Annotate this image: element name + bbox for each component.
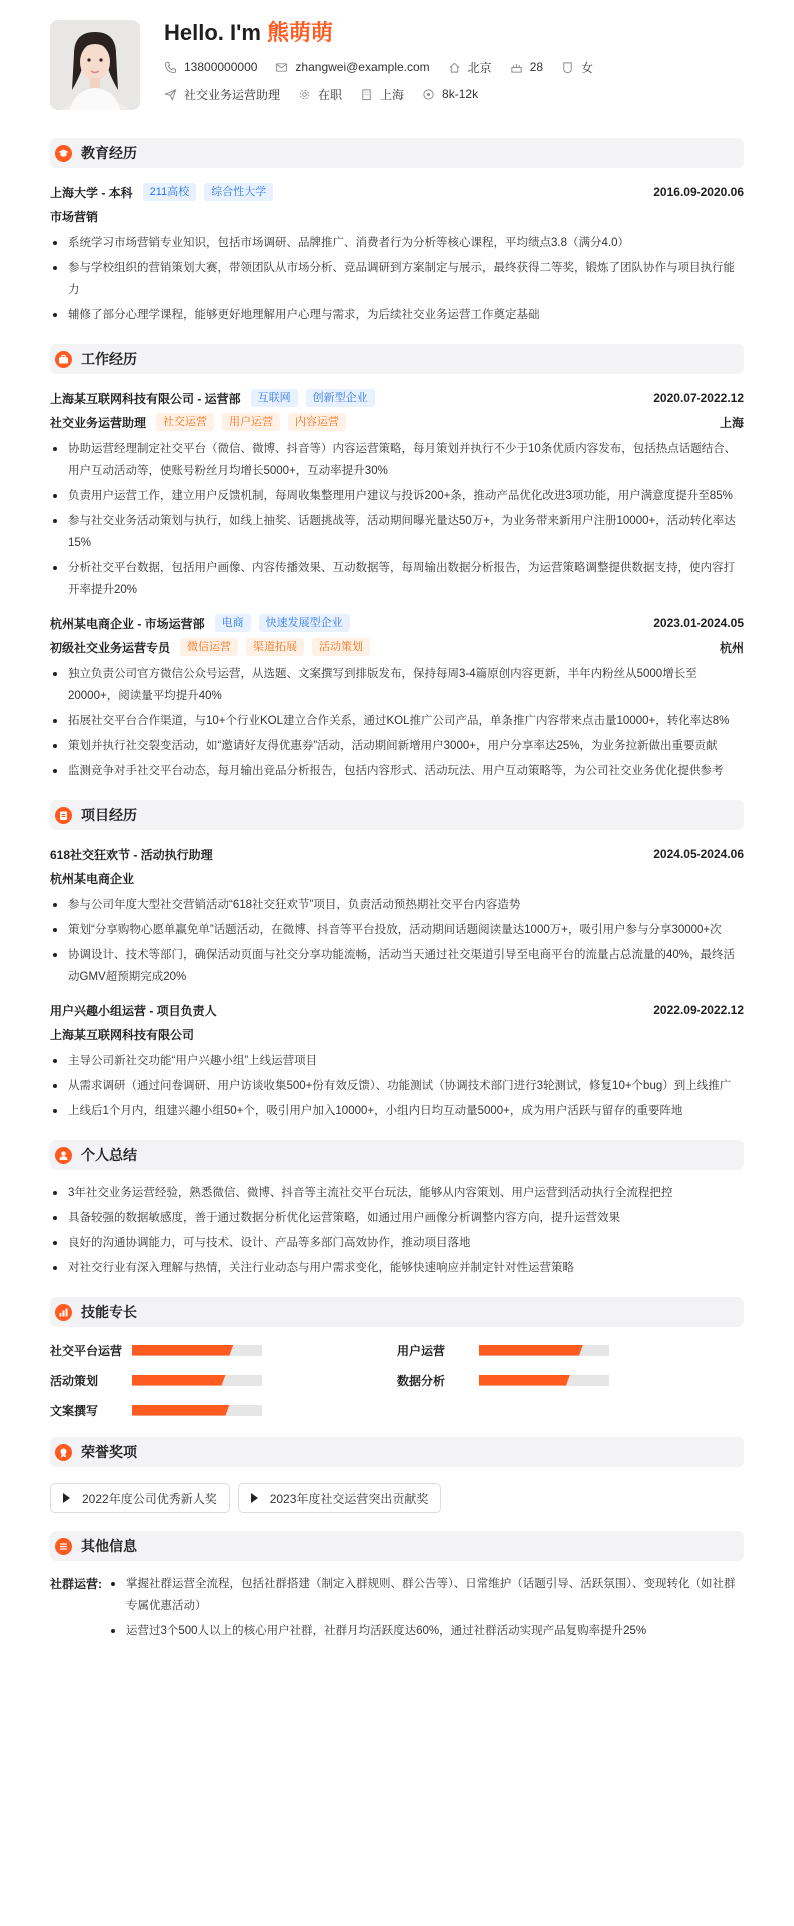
entry-row [50, 386, 744, 410]
skill-bar [479, 1345, 609, 1356]
list-item: 从需求调研（通过问卷调研、用户访谈收集500+份有效反馈）、功能测试（协调技术部门进行3轮测试，修复10+个bug）到上线推广 [50, 1075, 744, 1097]
job-row [164, 83, 611, 105]
list-item: 良好的沟通协调能力，可与技术、设计、产品等多部门高效协作，推动项目落地 [50, 1232, 744, 1254]
skill-bar [479, 1375, 609, 1386]
award-item [238, 1483, 442, 1513]
job-title: 社交业务运营助理 [184, 87, 281, 102]
building-icon [360, 88, 373, 101]
mail-icon [275, 61, 288, 74]
resume-header [50, 20, 744, 138]
other-row [50, 1573, 744, 1645]
section-title: 其他信息 [81, 1538, 137, 1554]
home-icon [448, 61, 461, 74]
skills-section [50, 1297, 744, 1419]
award-label: 2022年度公司优秀新人奖 [82, 1491, 217, 1506]
cake-icon [510, 61, 523, 74]
entry-date: 2022.09-2022.12 [653, 1003, 744, 1017]
user-icon [55, 1147, 72, 1164]
email-item [275, 60, 429, 74]
list-item: 参与社交业务活动策划与执行，如线上抽奖、话题挑战等，活动期间曝光量达50万+，为业务带来新用户注册10000+，活动转化率达15% [50, 510, 744, 554]
salary-item [422, 87, 478, 101]
skills-grid [50, 1339, 744, 1419]
work-location: 上海 [380, 87, 405, 102]
list-item: 协调设计、技术等部门，确保活动页面与社交分享功能流畅，活动当天通过社交渠道引导至电商平台的流量占总流量的40%，最终活动GMV超预期完成20% [50, 944, 744, 988]
major-name: 市场营销 [50, 209, 99, 224]
section-header [50, 1531, 744, 1561]
list-item: 负责用户运营工作，建立用户反馈机制，每周收集整理用户建议与投诉200+条，推动产品优化改进3项功能，用户满意度提升至85% [50, 485, 744, 507]
section-title: 技能专长 [81, 1304, 137, 1320]
work-entry [50, 611, 744, 782]
skill-item [50, 1371, 397, 1389]
list-item: 具备较强的数据敏感度，善于通过数据分析优化运营策略，如通过用户画像分析调整内容方向，提升运营效果 [50, 1207, 744, 1229]
skill-bar [132, 1375, 262, 1386]
entry-row [50, 998, 744, 1022]
role-tag: 渠道拓展 [246, 638, 304, 656]
skill-item [50, 1401, 397, 1419]
school-name: 上海大学 - 本科 [50, 185, 133, 200]
skill-name: 文案撰写 [50, 1403, 99, 1418]
gender-item [561, 59, 593, 76]
section-header [50, 1140, 744, 1170]
status-item [298, 86, 342, 103]
list-item: 参与学校组织的营销策划大赛，带领团队从市场分析、竞品调研到方案制定与展示，最终获得二等奖，锻炼了团队协作与项目执行能力 [50, 257, 744, 301]
gender-icon [561, 61, 574, 74]
entry-row [50, 611, 744, 635]
avatar [50, 20, 140, 110]
section-title: 项目经历 [81, 807, 137, 823]
bar-chart-icon [55, 1304, 72, 1321]
other-label: 社群运营: [50, 1577, 102, 1591]
section-title: 工作经历 [81, 351, 137, 367]
clipboard-icon [55, 807, 72, 824]
awards-list [50, 1479, 744, 1513]
role-left [50, 638, 378, 656]
header-info [164, 20, 611, 110]
location-item [360, 86, 404, 103]
job-status: 在职 [318, 87, 343, 102]
bullet-list [50, 894, 744, 988]
skill-fill [132, 1375, 226, 1386]
bullet-list [50, 438, 744, 601]
list-item: 3年社交业务运营经验，熟悉微信、微博、抖音等主流社交平台玩法，能够从内容策划、用户运营到活动执行全流程把控 [50, 1182, 744, 1204]
section-title: 教育经历 [81, 145, 137, 161]
list-item: 运营过3个500人以上的核心用户社群，社群月均活跃度达60%，通过社群活动实现产品复购率提升25% [108, 1620, 744, 1642]
section-header [50, 344, 744, 374]
email-address: zhangwei@example.com [295, 60, 430, 74]
phone-icon [164, 61, 177, 74]
role-left [50, 413, 354, 431]
role-tag: 内容运营 [288, 413, 346, 431]
play-icon [63, 1493, 70, 1503]
company-tag: 互联网 [251, 389, 298, 407]
list-item: 独立负责公司官方微信公众号运营，从选题、文案撰写到排版发布，保持每周3-4篇原创内容更新，半年内粉丝从5000增长至20000+，阅读量平均提升40% [50, 663, 744, 707]
expected-salary: 8k-12k [442, 87, 479, 101]
work-city: 上海 [719, 415, 744, 430]
skill-name: 用户运营 [397, 1343, 446, 1358]
list-item: 策划“分享购物心愿单赢免单”话题活动，在微博、抖音等平台投放，活动期间话题阅读量达1000万+，吸引用户参与分享30000+次 [50, 919, 744, 941]
entry-left [50, 389, 383, 407]
list-item: 主导公司新社交功能“用户兴趣小组”上线运营项目 [50, 1050, 744, 1072]
role-name: 初级社交业务运营专员 [50, 640, 171, 655]
entry-date: 2020.07-2022.12 [653, 391, 744, 405]
coin-icon [422, 88, 435, 101]
entry-left [50, 183, 281, 201]
entry-date: 2024.05-2024.06 [653, 847, 744, 861]
project-company: 上海某互联网科技有限公司 [50, 1027, 195, 1042]
section-header [50, 800, 744, 830]
home-city: 北京 [467, 60, 492, 75]
section-header [50, 1297, 744, 1327]
education-section [50, 138, 744, 326]
age-value: 28 [529, 60, 544, 74]
list-item: 上线后1个月内，组建兴趣小组50+个，吸引用户加入10000+，小组内日均互动量5000+，成为用户活跃与留存的重要阵地 [50, 1100, 744, 1122]
list-item: 掌握社群运营全流程，包括社群搭建（制定入群规则、群公告等）、日常维护（话题引导、活跃氛围）、变现转化（如社群专属优惠活动） [108, 1573, 744, 1617]
company-name: 杭州某电商企业 - 市场运营部 [50, 616, 205, 631]
summary-section [50, 1140, 744, 1279]
company-tag: 快速发展型企业 [259, 614, 350, 632]
section-title: 个人总结 [81, 1147, 137, 1163]
section-header [50, 138, 744, 168]
project-entry [50, 998, 744, 1122]
list-item: 拓展社交平台合作渠道，与10+个行业KOL建立合作关系，通过KOL推广公司产品，单条推广内容带来点击量10000+，转化率达8% [50, 710, 744, 732]
section-title: 荣誉奖项 [81, 1444, 137, 1460]
project-company: 杭州某电商企业 [50, 871, 135, 886]
skill-item [397, 1371, 744, 1389]
list-item: 参与公司年度大型社交营销活动“618社交狂欢节”项目，负责活动预热期社交平台内容造势 [50, 894, 744, 916]
project-name: 618社交狂欢节 - 活动执行助理 [50, 847, 213, 862]
entry-left [50, 614, 358, 632]
project-entry [50, 842, 744, 988]
company-tag: 电商 [215, 614, 251, 632]
list-item: 系统学习市场营销专业知识，包括市场调研、品牌推广、消费者行为分析等核心课程，平均绩点3.8（满分4.0） [50, 232, 744, 254]
skill-item [50, 1341, 397, 1359]
entry-date: 2016.09-2020.06 [653, 185, 744, 199]
phone-item [164, 60, 257, 74]
work-city: 杭州 [719, 640, 744, 655]
graduation-cap-icon [55, 145, 72, 162]
company-tag: 创新型企业 [306, 389, 375, 407]
role-tag: 社交运营 [156, 413, 214, 431]
medal-icon [55, 1444, 72, 1461]
role-name: 社交业务运营助理 [50, 415, 147, 430]
role-row [50, 635, 744, 659]
company-name: 上海某互联网科技有限公司 - 运营部 [50, 391, 241, 406]
skill-bar [132, 1405, 262, 1416]
bullet-list [50, 1182, 744, 1279]
age-item [510, 60, 543, 74]
skill-fill [132, 1405, 230, 1416]
skill-item [397, 1341, 744, 1359]
other-section [50, 1531, 744, 1645]
candidate-name: 熊萌萌 [267, 20, 334, 45]
school-tag: 综合性大学 [204, 183, 273, 201]
play-icon [251, 1493, 258, 1503]
project-name: 用户兴趣小组运营 - 项目负责人 [50, 1003, 217, 1018]
role-row [50, 410, 744, 434]
briefcase-icon [55, 351, 72, 368]
entry-row [50, 842, 744, 866]
section-header [50, 1437, 744, 1467]
list-item: 监测竞争对手社交平台动态，每月输出竞品分析报告，包括内容形式、活动玩法、用户互动策略等，为公司社交业务优化提供参考 [50, 760, 744, 782]
work-entry [50, 386, 744, 601]
award-item [50, 1483, 230, 1513]
role-tag: 活动策划 [312, 638, 370, 656]
list-item: 协助运营经理制定社交平台（微信、微博、抖音等）内容运营策略，每月策划并执行不少于10条优质内容发布，包括热点话题结合、用户互动活动等，使账号粉丝月均增长5000+，互动率提升30% [50, 438, 744, 482]
skill-fill [132, 1345, 233, 1356]
bullet-list [50, 1050, 744, 1122]
list-item: 分析社交平台数据，包括用户画像、内容传播效果、互动数据等，每周输出数据分析报告，为运营策略调整提供数据支持，使内容打开率提升20% [50, 557, 744, 601]
skill-name: 社交平台运营 [50, 1343, 123, 1358]
award-label: 2023年度社交运营突出贡献奖 [269, 1491, 429, 1506]
greeting-title [164, 20, 611, 46]
entry-date: 2023.01-2024.05 [653, 616, 744, 630]
bullet-list [108, 1573, 744, 1645]
school-tag: 211高校 [143, 183, 197, 201]
gender-value: 女 [581, 60, 594, 75]
bullet-list [50, 663, 744, 782]
gear-icon [298, 88, 311, 101]
skill-bar [132, 1345, 262, 1356]
skill-fill [479, 1375, 570, 1386]
project-section [50, 800, 744, 1122]
greeting-text: Hello. I'm [164, 20, 268, 45]
send-icon [164, 88, 177, 101]
work-section [50, 344, 744, 782]
list-item: 辅修了部分心理学课程，能够更好地理解用户心理与需求，为后续社交业务运营工作奠定基础 [50, 304, 744, 326]
education-entry [50, 180, 744, 326]
skill-name: 活动策划 [50, 1373, 99, 1388]
skill-fill [479, 1345, 583, 1356]
job-item [164, 86, 280, 103]
role-tag: 用户运营 [222, 413, 280, 431]
city-item [448, 59, 492, 76]
list-item: 对社交行业有深入理解与热情，关注行业动态与用户需求变化，能够快速响应并制定针对性运营策略 [50, 1257, 744, 1279]
skill-name: 数据分析 [397, 1373, 446, 1388]
list-item: 策划并执行社交裂变活动，如“邀请好友得优惠券”活动，活动期间新增用户3000+，用户分享率达25%，为业务拉新做出重要贡献 [50, 735, 744, 757]
role-tag: 微信运营 [180, 638, 238, 656]
entry-row [50, 180, 744, 204]
list-icon [55, 1538, 72, 1555]
contact-row [164, 56, 611, 78]
bullet-list [50, 232, 744, 326]
phone-number: 13800000000 [184, 60, 258, 74]
awards-section [50, 1437, 744, 1513]
